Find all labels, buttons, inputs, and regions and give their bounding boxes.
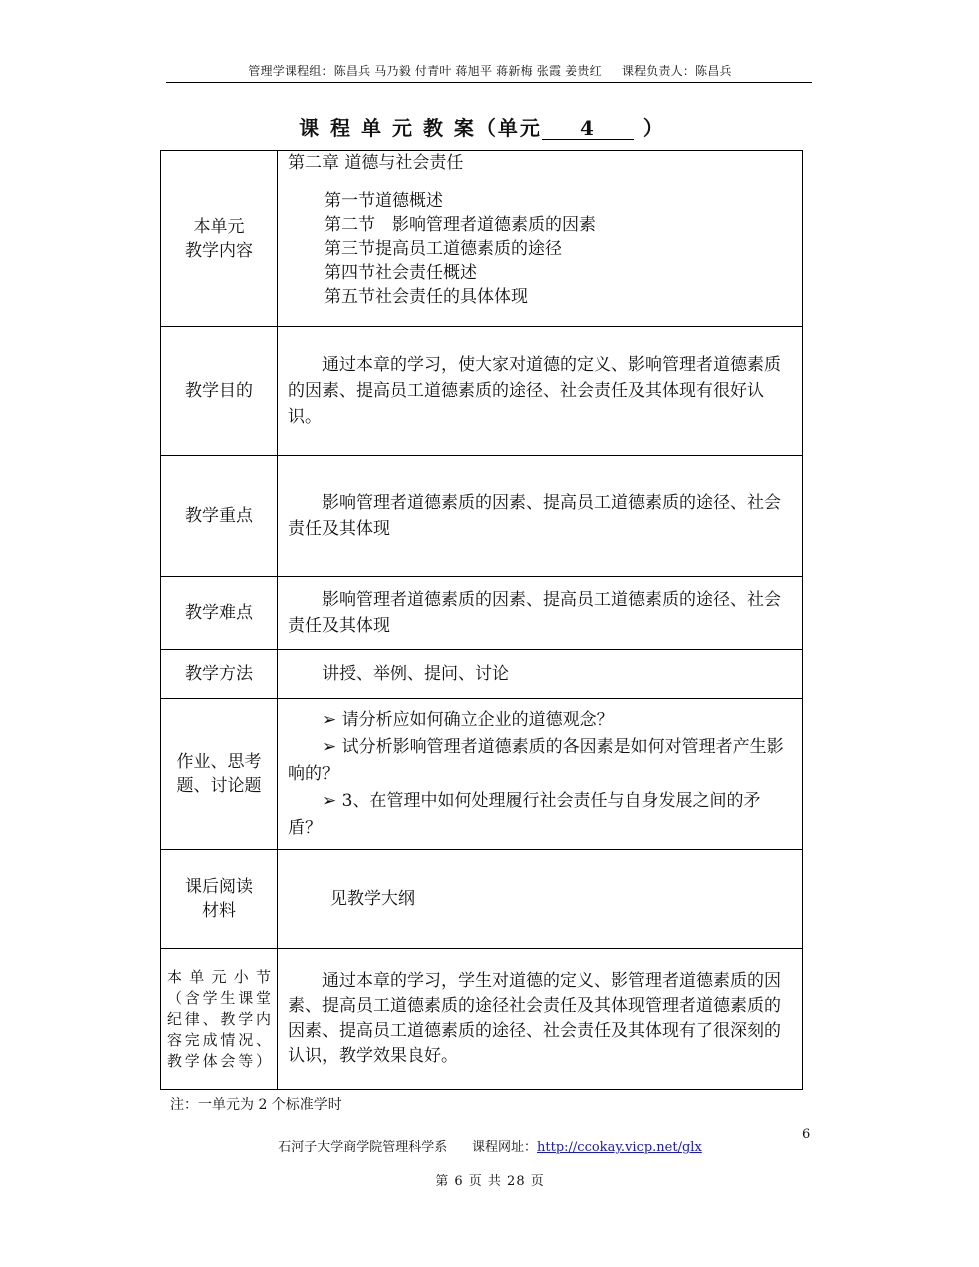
unit-content-cell: [278, 151, 803, 327]
arrow-bullet-icon: ➢: [322, 790, 337, 811]
lesson-plan-table: [160, 150, 803, 1090]
row-summary: [161, 949, 803, 1090]
reading-text: 见教学大纲: [330, 889, 415, 909]
key-points-cell: [278, 456, 803, 577]
page-footer: [160, 1136, 820, 1155]
section-item: 第二节 影响管理者道德素质的因素: [324, 215, 596, 235]
summary-cell: [278, 949, 803, 1090]
footer-department: 石河子大学商学院管理科学系: [278, 1140, 448, 1155]
homework-cell: [278, 699, 803, 850]
section-item: 第一节道德概述: [324, 191, 443, 211]
title-suffix: ）: [642, 116, 665, 140]
methods-cell: [278, 650, 803, 699]
label-objective: 教学目的: [161, 327, 278, 456]
page-marker: 6: [802, 1127, 811, 1142]
row-difficulties: [161, 577, 803, 650]
running-header: [168, 62, 812, 79]
label-summary: 本单元小节（含学生课堂纪律、教学内容完成情况、教学体会等）: [161, 949, 278, 1090]
objective-text: 通过本章的学习，使大家对道德的定义、影响管理者道德素质的因素、提高员工道德素质的途径、社会责任及其体现有很好认识。: [288, 355, 781, 427]
key-points-text: 影响管理者道德素质的因素、提高员工道德素质的途径、社会责任及其体现: [288, 493, 781, 539]
row-key-points: [161, 456, 803, 577]
reading-cell: [278, 850, 803, 949]
label-difficulties: 教学难点: [161, 577, 278, 650]
document-title: [160, 112, 804, 141]
difficulties-text: 影响管理者道德素质的因素、提高员工道德素质的途径、社会责任及其体现: [288, 590, 781, 636]
section-item: 第三节提高员工道德素质的途径: [324, 239, 562, 259]
label-unit-content: 本单元 教学内容: [161, 151, 278, 327]
objective-cell: [278, 327, 803, 456]
difficulties-cell: [278, 577, 803, 650]
chapter-title: 第二章 道德与社会责任: [288, 153, 464, 173]
section-list: [288, 189, 794, 309]
unit-number: 4: [542, 117, 634, 140]
section-item: 第四节社会责任概述: [324, 263, 477, 283]
homework-item: ➢ 3、在管理中如何处理履行社会责任与自身发展之间的矛盾？: [288, 790, 761, 838]
section-item: 第五节社会责任的具体体现: [324, 287, 528, 307]
summary-text: 通过本章的学习，学生对道德的定义、影管理者道德素质的因素、提高员工道德素质的途径社会责任及其体现管理者道德素质的因素、提高员工道德素质的途径、社会责任及其体现有了很深刻的认识，教学效果良好。: [288, 971, 781, 1066]
page-count: 第 6 页 共 28 页: [435, 1174, 545, 1189]
course-owner: 课程负责人：陈昌兵: [621, 64, 732, 78]
label-homework: 作业、思考 题、讨论题: [161, 699, 278, 850]
row-methods: [161, 650, 803, 699]
course-team: 管理学课程组：陈昌兵 马乃毅 付青叶 蒋旭平 蒋新梅 张霞 姜贵红: [248, 64, 602, 78]
row-homework: [161, 699, 803, 850]
footnote: 注：一单元为 2 个标准学时: [170, 1097, 342, 1113]
arrow-bullet-icon: ➢: [322, 709, 337, 730]
homework-item: ➢ 请分析应如何确立企业的道德观念？: [322, 709, 614, 730]
label-methods: 教学方法: [161, 650, 278, 699]
footer-site-label: 课程网址：: [472, 1140, 538, 1155]
label-key-points: 教学重点: [161, 456, 278, 577]
header-divider: [166, 82, 812, 83]
row-objective: [161, 327, 803, 456]
arrow-bullet-icon: ➢: [322, 736, 337, 757]
label-reading: 课后阅读 材料: [161, 850, 278, 949]
row-reading: [161, 850, 803, 949]
methods-text: 讲授、举例、提问、讨论: [322, 664, 509, 684]
title-prefix: 课 程 单 元 教 案（单元: [299, 116, 542, 140]
course-site-link[interactable]: http://ccokay.vicp.net/glx: [537, 1140, 702, 1155]
row-unit-content: [161, 151, 803, 327]
homework-item: ➢ 试分析影响管理者道德素质的各因素是如何对管理者产生影响的？: [288, 736, 784, 784]
